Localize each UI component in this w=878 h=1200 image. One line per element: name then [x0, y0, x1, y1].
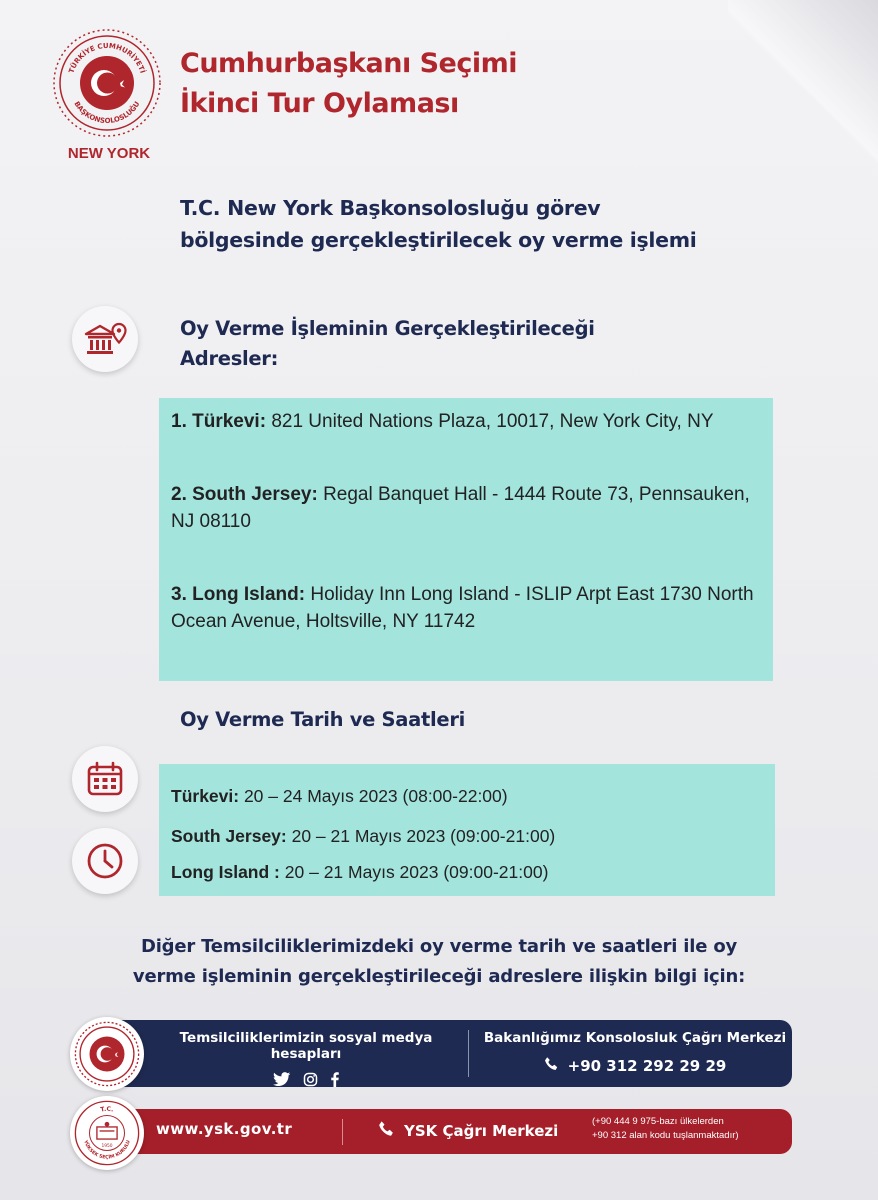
ysk-seal-logo: [70, 1096, 144, 1170]
seal-text-top: TÜRKİYE CUMHURİYETİ: [67, 41, 147, 75]
contact-bar: [110, 1020, 792, 1087]
social-media-section: [146, 1030, 466, 1091]
consulate-seal-logo: [52, 28, 162, 138]
address-text: Holiday Inn Long Island - ISLIP Arpt East 1730 North Ocean Avenue, Holtsville, NY 11742: [171, 584, 754, 632]
addresses-heading-line-1: Oy Verme İşleminin Gerçekleştirileceği: [180, 317, 595, 340]
date-row-long-island: [171, 854, 763, 890]
address-item-south-jersey: [171, 481, 761, 535]
title-line-1: Cumhurbaşkanı Seçimi: [180, 48, 518, 79]
more-info-text: [0, 932, 878, 992]
address-label: 3. Long Island:: [171, 584, 306, 605]
addresses-heading-line-2: Adresler:: [180, 347, 279, 370]
ysk-bar-divider: [342, 1119, 343, 1145]
address-text: Regal Banquet Hall - 1444 Route 73, Pennsauken, NJ 08110: [171, 484, 750, 532]
ysk-note-line-2: +90 312 alan kodu tuşlanmaktadır): [592, 1130, 739, 1141]
intro-text: [180, 192, 820, 256]
date-label: South Jersey:: [171, 826, 287, 846]
ysk-website-link[interactable]: www.ysk.gov.tr: [156, 1120, 293, 1138]
seal-text-bottom: BAŞKONSOLOSLUĞU: [72, 100, 142, 126]
ysk-seal-year: 1950: [101, 1144, 113, 1150]
svg-text:YÜKSEK SEÇİM KURULU: [82, 1139, 132, 1161]
more-info-line-1: Diğer Temsilciliklerimizdeki oy verme tarih ve saatleri ile oy: [140, 936, 738, 957]
facebook-icon[interactable]: [330, 1072, 340, 1091]
twitter-icon[interactable]: [273, 1072, 291, 1091]
ysk-phone-note: [592, 1115, 739, 1143]
instagram-icon[interactable]: [303, 1072, 318, 1091]
intro-line-1: T.C. New York Başkonsolosluğu görev: [180, 196, 601, 220]
address-list: [159, 398, 773, 681]
ysk-note-line-1: (+90 444 9 975-bazı ülkelerden: [592, 1116, 724, 1127]
building-location-icon: [72, 306, 138, 372]
date-text: 20 – 21 Mayıs 2023 (09:00-21:00): [284, 862, 549, 882]
voting-dates-list: [159, 764, 775, 896]
svg-text:T.C.: [100, 1106, 114, 1114]
consulate-seal-small: [70, 1017, 144, 1091]
address-text: 821 United Nations Plaza, 10017, New York City, NY: [271, 411, 714, 432]
title-line-2: İkinci Tur Oylaması: [180, 88, 459, 119]
address-label: 1. Türkevi:: [171, 411, 267, 432]
clock-icon: [72, 828, 138, 894]
address-item-turkevi: [171, 408, 761, 435]
date-label: Türkevi:: [171, 786, 240, 806]
ysk-bar: [110, 1109, 792, 1154]
date-label: Long Island :: [171, 862, 280, 882]
page-title: [180, 44, 517, 124]
date-text: 20 – 21 Mayıs 2023 (09:00-21:00): [291, 826, 556, 846]
date-row-south-jersey: [171, 818, 763, 854]
dates-heading: Oy Verme Tarih ve Saatleri: [180, 708, 466, 731]
calendar-icon: [72, 746, 138, 812]
ysk-seal-text-top: T.C.: [99, 1105, 115, 1114]
call-center-label: Bakanlığımız Konsolosluk Çağrı Merkezi: [483, 1030, 787, 1046]
call-center-section: [478, 1030, 792, 1076]
ysk-call-center[interactable]: [378, 1120, 558, 1142]
phone-icon: [544, 1056, 560, 1076]
call-center-phone[interactable]: +90 312 292 29 29: [567, 1057, 727, 1075]
date-text: 20 – 24 Mayıs 2023 (08:00-22:00): [243, 786, 508, 806]
phone-icon: [378, 1120, 396, 1142]
addresses-heading: [180, 314, 595, 374]
city-label: NEW YORK: [67, 145, 151, 162]
more-info-line-2: verme işleminin gerçekleştirileceği adreslere ilişkin bilgi için:: [132, 966, 746, 987]
bar-divider: [468, 1030, 469, 1077]
date-row-turkevi: [171, 782, 763, 818]
address-label: 2. South Jersey:: [171, 484, 318, 505]
ysk-call-center-label: YSK Çağrı Merkezi: [404, 1122, 559, 1140]
social-media-label: Temsilciliklerimizin sosyal medya hesapları: [179, 1030, 433, 1062]
intro-line-2: bölgesinde gerçekleştirilecek oy verme işlemi: [180, 228, 697, 252]
ysk-seal-text-bottom: YÜKSEK SEÇİM KURULU: [82, 1139, 132, 1161]
address-item-long-island: [171, 581, 761, 635]
page-corner-fold: [728, 0, 878, 180]
